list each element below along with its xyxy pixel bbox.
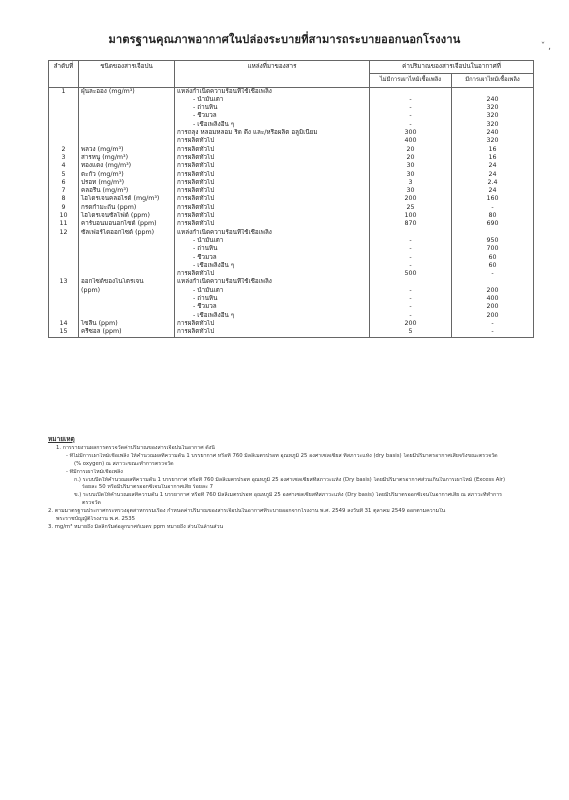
cell-value-fuel: 700 [452, 245, 534, 253]
cell-no [49, 295, 79, 303]
cell-value-no-fuel: - [370, 112, 452, 120]
table-row [49, 129, 534, 137]
cell-source: การผลิตทั่วไป [175, 320, 370, 328]
table-row [49, 162, 534, 170]
cell-substance [79, 245, 175, 253]
cell-value-no-fuel: - [370, 295, 452, 303]
note-line: 3. mg/m³ หมายถึง มิลลิกรัมต่อลูกบาศก์เมตร ppm หมายถึง ส่วนในล้านส่วน [48, 523, 224, 530]
cell-value-fuel: 24 [452, 162, 534, 170]
cell-substance: (ppm) [79, 287, 175, 295]
cell-value-fuel: 320 [452, 104, 534, 112]
cell-source: การผลิตทั่วไป [175, 195, 370, 203]
cell-value-fuel [452, 278, 534, 286]
table-row [49, 237, 534, 245]
table-row [49, 96, 534, 104]
cell-value-fuel: 950 [452, 237, 534, 245]
table-row [49, 87, 534, 96]
cell-substance: ไฮโดรเจนซัลไฟด์ (ppm) [79, 212, 175, 220]
header-limit: ค่าปริมาณของสารเจือปนในอากาศที่ [370, 61, 534, 74]
cell-no [49, 303, 79, 311]
table-row [49, 171, 534, 179]
note-line: พระราชบัญญัติโรงงาน พ.ศ. 2535 [56, 516, 135, 523]
cell-source: แหล่งกำเนิดความร้อนที่ใช้เชื้อเพลิง [175, 229, 370, 237]
cell-value-fuel: 240 [452, 96, 534, 104]
cell-value-no-fuel: 20 [370, 154, 452, 162]
cell-no [49, 104, 79, 112]
cell-source: - ชีวมวล [175, 112, 370, 120]
cell-no: 12 [49, 229, 79, 237]
cell-no [49, 129, 79, 137]
cell-value-no-fuel: 30 [370, 171, 452, 179]
cell-value-fuel: 60 [452, 254, 534, 262]
cell-source: - เชื้อเพลิงอื่น ๆ [175, 312, 370, 320]
cell-no: 4 [49, 162, 79, 170]
cell-value-fuel: 2.4 [452, 179, 534, 187]
note-line: - ที่มีการเผาไหม้เชื้อเพลิง [66, 468, 123, 475]
cell-no: 1 [49, 87, 79, 96]
table-row [49, 195, 534, 203]
cell-substance [79, 96, 175, 104]
cell-no: 8 [49, 195, 79, 203]
cell-value-fuel: - [452, 204, 534, 212]
cell-value-fuel: - [452, 320, 534, 328]
cell-no [49, 96, 79, 104]
cell-no: 10 [49, 212, 79, 220]
cell-no: 14 [49, 320, 79, 328]
cell-value-no-fuel [370, 87, 452, 96]
cell-value-fuel: 400 [452, 295, 534, 303]
cell-value-no-fuel: - [370, 303, 452, 311]
cell-value-fuel: 200 [452, 303, 534, 311]
note-line: ร้อยละ 50 หรือมีปริมาตรออกซิเจนในอากาศเสีย ร้อยละ 7 [82, 484, 214, 491]
table-row [49, 179, 534, 187]
note-line: 2. ตามมาตรฐานประกาศกระทรวงอุตสาหกรรมเรื่อง กำหนดค่าปริมาณของสารเจือปนในอากาศที่ระบายออกจากโรงงาน พ.ศ. 2549 ลงวันที่ 31 ตุลาคม 2549 ออกตามความใน [48, 508, 446, 515]
cell-source: - น้ำมันเตา [175, 237, 370, 245]
cell-no: 11 [49, 220, 79, 228]
table-row [49, 229, 534, 237]
cell-substance [79, 129, 175, 137]
cell-source: - ชีวมวล [175, 254, 370, 262]
cell-value-no-fuel: 300 [370, 129, 452, 137]
cell-substance [79, 270, 175, 278]
cell-value-no-fuel: 3 [370, 179, 452, 187]
cell-source: การผลิตทั่วไป [175, 328, 370, 337]
table-row [49, 328, 534, 337]
cell-value-no-fuel: - [370, 96, 452, 104]
cell-value-fuel [452, 87, 534, 96]
cell-value-fuel: - [452, 328, 534, 337]
cell-source: การผลิตทั่วไป [175, 154, 370, 162]
cell-value-fuel: - [452, 270, 534, 278]
cell-source: การผลิตทั่วไป [175, 220, 370, 228]
cell-source: - น้ำมันเตา [175, 96, 370, 104]
cell-source: การผลิตทั่วไป [175, 162, 370, 170]
cell-substance [79, 121, 175, 129]
cell-source: - เชื้อเพลิงอื่น ๆ [175, 262, 370, 270]
air-quality-standards-table [48, 60, 534, 338]
cell-source: - ถ่านหิน [175, 295, 370, 303]
cell-value-no-fuel: - [370, 287, 452, 295]
note-line: - ที่ไม่มีการเผาไหม้เชื้อเพลิง ให้คำนวณผลที่ความดัน 1 บรรยากาศ หรือที่ 760 มิลลิเมตรปรอท อุณหภูมิ 25 องศาเซลเซียส ที่สภาวะแห้ง (dry basis) โดยมีปริมาตรอากาศเสียจริงขณะตรวจวัด [66, 452, 498, 459]
table-row [49, 245, 534, 253]
table-row [49, 220, 534, 228]
cell-value-no-fuel: - [370, 245, 452, 253]
table-row [49, 121, 534, 129]
cell-value-no-fuel: 30 [370, 162, 452, 170]
notes-lines [48, 445, 538, 532]
cell-substance: ครีซอล (ppm) [79, 328, 175, 337]
cell-no [49, 287, 79, 295]
cell-value-no-fuel [370, 229, 452, 237]
cell-value-fuel: 24 [452, 187, 534, 195]
note-line: ก.) ระบบปิดให้คำนวณผลที่ความดัน 1 บรรยากาศ หรือที่ 760 มิลลิเมตรปรอท อุณหภูมิ 25 องศาเซลเซียสที่สภาวะแห้ง (Dry basis) โดยมีปริมาตรอากาศส่วนเกินในการเผาไหม้ (Excess Air) [74, 476, 506, 483]
cell-value-fuel [452, 229, 534, 237]
cell-substance: ออกไซด์ของไนโตรเจน [79, 278, 175, 286]
cell-source: การผลิตทั่วไป [175, 204, 370, 212]
cell-value-no-fuel: - [370, 312, 452, 320]
cell-no [49, 237, 79, 245]
note-line: ข.) ระบบเปิดให้คำนวณผลที่ความดัน 1 บรรยากาศ หรือที่ 760 มิลลิเมตรปรอท อุณหภูมิ 25 องศาเซลเซียสที่สภาวะแห้ง (Dry basis) โดยมีปริมาตรออกซิเจนในอากาศเสีย ณ สภาวะที่ทำการ [74, 492, 503, 499]
cell-no [49, 112, 79, 120]
cell-source: การผลิตทั่วไป [175, 187, 370, 195]
cell-substance: ปรอท (mg/m³) [79, 179, 175, 187]
cell-substance: สารหนู (mg/m³) [79, 154, 175, 162]
header-no: ลำดับที่ [49, 61, 79, 88]
table-row [49, 212, 534, 220]
cell-value-no-fuel: 100 [370, 212, 452, 220]
header-substance: ชนิดของสารเจือปน [79, 61, 175, 88]
cell-source: การผลิตทั่วไป [175, 270, 370, 278]
cell-value-fuel: 200 [452, 287, 534, 295]
cell-value-fuel: 200 [452, 312, 534, 320]
cell-no [49, 312, 79, 320]
cell-substance [79, 137, 175, 145]
cell-substance [79, 295, 175, 303]
header-no-fuel: ไม่มีการเผาไหม้เชื้อเพลิง [370, 74, 452, 87]
table-row [49, 104, 534, 112]
cell-value-no-fuel: 20 [370, 146, 452, 154]
table-row [49, 204, 534, 212]
cell-value-no-fuel: 400 [370, 137, 452, 145]
corner-mark: ˇ , [540, 42, 551, 52]
cell-substance: ฝุ่นละออง (mg/m³) [79, 87, 175, 96]
cell-substance: ไซลีน (ppm) [79, 320, 175, 328]
cell-value-no-fuel: 870 [370, 220, 452, 228]
table-row [49, 146, 534, 154]
cell-substance [79, 237, 175, 245]
cell-value-no-fuel: 5 [370, 328, 452, 337]
cell-value-no-fuel: 200 [370, 195, 452, 203]
cell-value-fuel: 80 [452, 212, 534, 220]
cell-no: 7 [49, 187, 79, 195]
header-fuel: มีการเผาไหม้เชื้อเพลิง [452, 74, 534, 87]
cell-no [49, 121, 79, 129]
cell-value-fuel: 690 [452, 220, 534, 228]
table-row [49, 287, 534, 295]
cell-no [49, 137, 79, 145]
cell-no: 9 [49, 204, 79, 212]
cell-value-no-fuel: 30 [370, 187, 452, 195]
cell-source: - น้ำมันเตา [175, 287, 370, 295]
cell-source: แหล่งกำเนิดความร้อนที่ใช้เชื้อเพลิง [175, 87, 370, 96]
table-row [49, 303, 534, 311]
cell-value-fuel: 16 [452, 146, 534, 154]
cell-value-no-fuel: - [370, 254, 452, 262]
cell-no: 2 [49, 146, 79, 154]
cell-no: 13 [49, 278, 79, 286]
table-row [49, 270, 534, 278]
cell-substance [79, 112, 175, 120]
cell-value-fuel: 320 [452, 137, 534, 145]
notes-heading: หมายเหตุ [48, 435, 75, 443]
cell-no [49, 262, 79, 270]
cell-no: 15 [49, 328, 79, 337]
cell-source: - ชีวมวล [175, 303, 370, 311]
cell-source: - เชื้อเพลิงอื่น ๆ [175, 121, 370, 129]
table-row [49, 320, 534, 328]
cell-source: การถลุง หลอมหลอม ริด ดึง และ/หรือผลิต อลูมิเนียม [175, 129, 370, 137]
table-row [49, 137, 534, 145]
cell-value-no-fuel: - [370, 104, 452, 112]
cell-substance [79, 303, 175, 311]
cell-value-no-fuel: 200 [370, 320, 452, 328]
cell-value-fuel: 16 [452, 154, 534, 162]
header-source: แหล่งที่มาของสาร [175, 61, 370, 88]
cell-source: - ถ่านหิน [175, 104, 370, 112]
cell-source: การผลิตทั่วไป [175, 137, 370, 145]
cell-source: การผลิตทั่วไป [175, 146, 370, 154]
cell-value-no-fuel: 25 [370, 204, 452, 212]
table-row [49, 312, 534, 320]
cell-substance [79, 312, 175, 320]
table-row [49, 295, 534, 303]
cell-value-no-fuel: - [370, 237, 452, 245]
table-body [49, 87, 534, 337]
note-line: 1. การรายงานผลการตรวจวัดค่าปริมาณของสารเจือปนในอากาศ ดังนี้ [56, 444, 215, 451]
cell-substance [79, 262, 175, 270]
cell-substance: พลวง (mg/m³) [79, 146, 175, 154]
cell-value-no-fuel: - [370, 262, 452, 270]
table-row [49, 278, 534, 286]
cell-no [49, 245, 79, 253]
table-row [49, 112, 534, 120]
cell-substance: ไฮโดรเจนคลอไรด์ (mg/m³) [79, 195, 175, 203]
cell-value-fuel: 60 [452, 262, 534, 270]
cell-no: 3 [49, 154, 79, 162]
notes-section [48, 436, 538, 532]
cell-substance: คลอรีน (mg/m³) [79, 187, 175, 195]
cell-source: - ถ่านหิน [175, 245, 370, 253]
table-row [49, 254, 534, 262]
page-title: มาตรฐานคุณภาพอากาศในปล่องระบายที่สามารถระบายออกนอกโรงงาน [108, 33, 461, 46]
note-line: ตรวจวัด [82, 500, 101, 507]
cell-no [49, 270, 79, 278]
cell-value-fuel: 320 [452, 121, 534, 129]
table-row [49, 262, 534, 270]
cell-value-fuel: 240 [452, 129, 534, 137]
cell-value-no-fuel: 500 [370, 270, 452, 278]
cell-substance [79, 104, 175, 112]
cell-value-no-fuel: - [370, 121, 452, 129]
cell-no: 6 [49, 179, 79, 187]
table-row [49, 187, 534, 195]
table-row [49, 154, 534, 162]
cell-value-no-fuel [370, 278, 452, 286]
cell-substance [79, 254, 175, 262]
cell-source: การผลิตทั่วไป [175, 212, 370, 220]
cell-value-fuel: 320 [452, 112, 534, 120]
cell-substance: ทองแดง (mg/m³) [79, 162, 175, 170]
cell-source: แหล่งกำเนิดความร้อนที่ใช้เชื้อเพลิง [175, 278, 370, 286]
cell-substance: กรดกำมะถัน (ppm) [79, 204, 175, 212]
cell-substance: ซัลเฟอร์ไดออกไซด์ (ppm) [79, 229, 175, 237]
cell-no [49, 254, 79, 262]
cell-substance: ตะกั่ว (mg/m³) [79, 171, 175, 179]
note-line: (% oxygen) ณ สภาวะขณะทำการตรวจวัด [74, 460, 174, 467]
cell-value-fuel: 24 [452, 171, 534, 179]
cell-value-fuel: 160 [452, 195, 534, 203]
cell-source: การผลิตทั่วไป [175, 179, 370, 187]
cell-substance: คาร์บอนมอนอกไซด์ (ppm) [79, 220, 175, 228]
cell-source: การผลิตทั่วไป [175, 171, 370, 179]
cell-no: 5 [49, 171, 79, 179]
